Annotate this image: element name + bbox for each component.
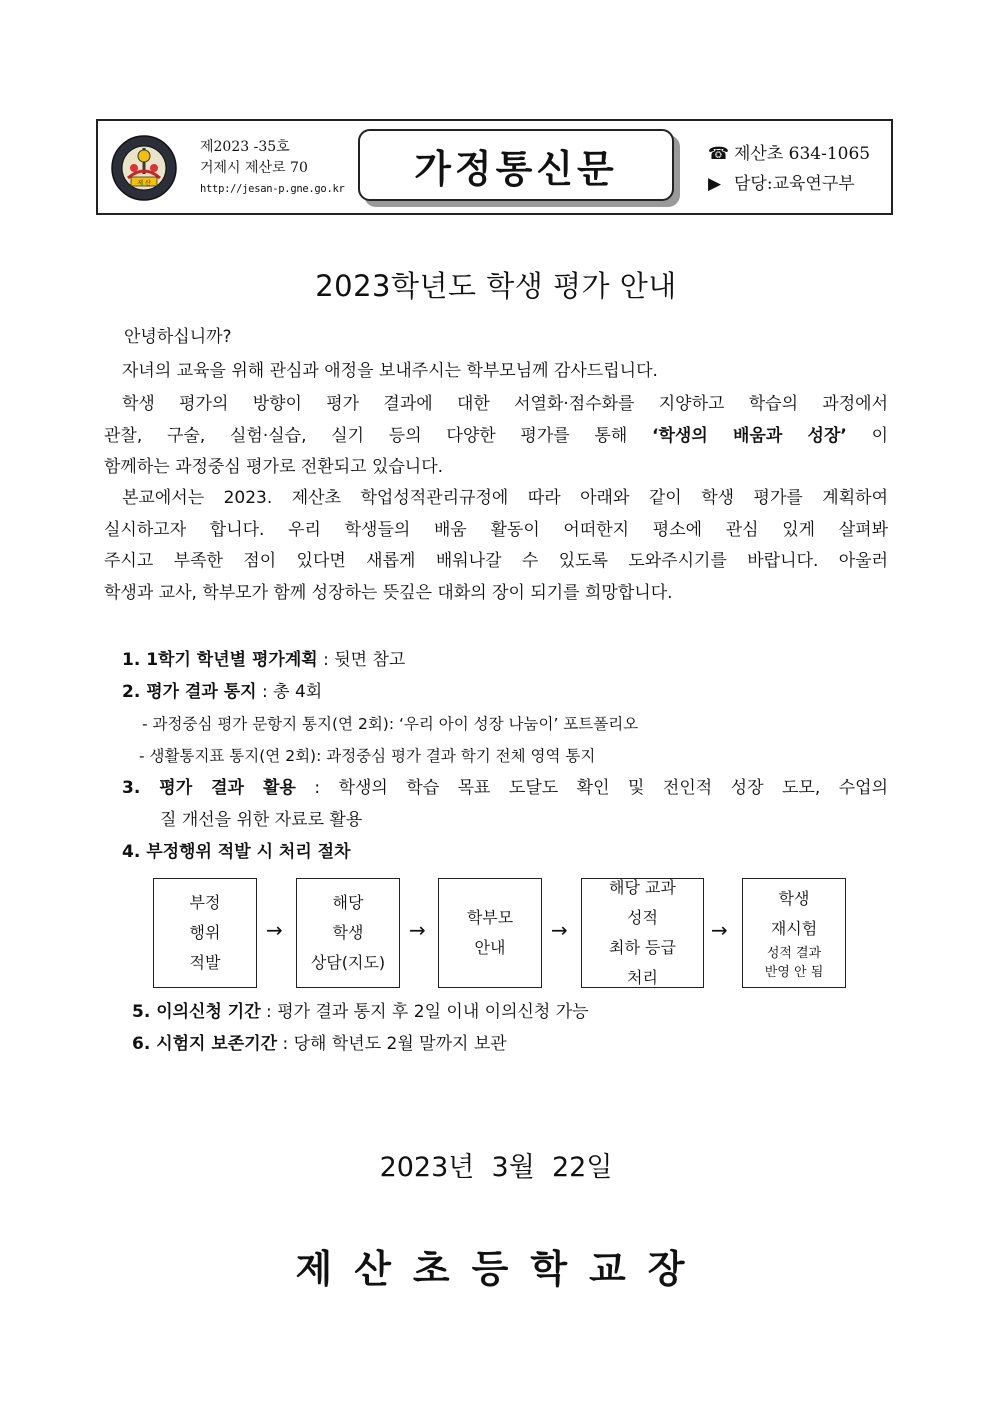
item-2-text: : 총 4회 bbox=[256, 682, 323, 702]
flow-arrow-icon: → bbox=[551, 918, 568, 942]
paragraph-1-text: 자녀의 교육을 위해 관심과 애정을 보내주시는 학부모님께 감사드립니다. bbox=[122, 361, 658, 381]
flow-step-5-line: 학생 bbox=[778, 889, 810, 908]
item-5-label: 5. 이의신청 기간 bbox=[132, 1002, 261, 1022]
school-address: 거제시 제산로 70 bbox=[200, 160, 308, 176]
issue-number: 제2023 -35호 bbox=[200, 139, 290, 155]
paragraph-3 bbox=[104, 483, 888, 609]
paragraph-3-line-3: 주시고 부족한 점이 있다면 새롭게 배워나갈 수 있도록 도와주시기를 바랍니다. 아울러 bbox=[104, 551, 888, 571]
paragraph-3-line-1: 본교에서는 2023. 제산초 학업성적관리규정에 따라 아래와 같이 학생 평가를 계획하여 bbox=[122, 488, 888, 508]
paragraph-2 bbox=[104, 389, 888, 484]
flow-step-1-line: 적발 bbox=[189, 953, 221, 972]
item-2-sub-2: - 생활통지표 통지(연 2회): 과정중심 평가 결과 학기 전체 영역 통지 bbox=[139, 747, 596, 765]
flow-step-4 bbox=[581, 878, 704, 988]
paragraph-2-line-1: 학생 평가의 방향이 평가 결과에 대한 서열화·점수화를 지양하고 학습의 과정에서 bbox=[122, 394, 888, 414]
paragraph-1 bbox=[104, 356, 888, 388]
flow-step-4-line: 처리 bbox=[627, 968, 658, 987]
item-list bbox=[122, 644, 888, 868]
flow-step-4-line: 성적 bbox=[627, 908, 658, 927]
paragraph-2-line-2-pre: 관찰, 구술, 실험·실습, 실기 등의 다양한 평가를 통해 bbox=[104, 425, 653, 446]
flow-step-1-line: 부정 bbox=[189, 893, 221, 912]
newsletter-title-frame bbox=[358, 129, 682, 207]
flow-step-2-line: 해당 bbox=[332, 893, 364, 912]
list-item bbox=[132, 1028, 898, 1060]
flow-step-2 bbox=[296, 878, 400, 988]
item-list-continued bbox=[132, 996, 898, 1060]
item-1-text: : 뒷면 참고 bbox=[317, 650, 406, 670]
flow-arrow-icon: → bbox=[711, 918, 728, 942]
flow-step-1-line: 행위 bbox=[189, 923, 221, 942]
item-2-sub-1: - 과정중심 평가 문항지 통지(연 2회): ‘우리 아이 성장 나눔이’ 포트폴리오 bbox=[142, 715, 639, 733]
flow-step-5 bbox=[742, 878, 846, 988]
logo-center-text: 제 산 bbox=[137, 180, 151, 187]
item-1-label: 1. 1학기 학년별 평가계획 bbox=[122, 650, 318, 670]
flow-step-2-line: 학생 bbox=[332, 923, 364, 942]
paragraph-3-line-2: 실시하고자 합니다. 우리 학생들의 배움 활동이 어떠한지 평소에 관심 있게 살펴봐 bbox=[104, 519, 888, 540]
list-item bbox=[122, 644, 888, 676]
item-3-text: : 학생의 학습 목표 도달도 확인 및 전인적 성장 도모, 수업의 bbox=[295, 778, 889, 798]
item-2-label: 2. 평가 결과 통지 bbox=[122, 682, 257, 702]
flow-step-5-note: 반영 안 됨 bbox=[764, 965, 824, 980]
item-6-label: 6. 시험지 보존기간 bbox=[132, 1034, 278, 1054]
document-title: 2023학년도 학생 평가 안내 bbox=[315, 269, 677, 303]
item-3-label: 3. 평가 결과 활용 bbox=[122, 778, 296, 798]
triangle-bullet-icon: ▶ bbox=[708, 174, 722, 194]
flow-step-4-line: 최하 등급 bbox=[609, 938, 676, 957]
list-item bbox=[122, 836, 888, 868]
flow-step-1 bbox=[153, 878, 257, 988]
signer: 제산초등학교장 bbox=[295, 1247, 707, 1291]
flow-step-2-line: 상담(지도) bbox=[310, 953, 386, 972]
item-3-text-continued: 질 개선을 위한 자료로 활용 bbox=[160, 810, 363, 830]
flow-step-3-line: 학부모 bbox=[466, 908, 514, 927]
paragraph-2-line-2 bbox=[104, 421, 888, 453]
issue-date: 2023년 3월 22일 bbox=[379, 1152, 613, 1183]
contact-info bbox=[708, 139, 890, 199]
phone-icon: ☎ bbox=[708, 144, 730, 164]
item-6-text: : 당해 학년도 2월 말까지 보관 bbox=[277, 1034, 507, 1054]
item-5-text: : 평가 결과 통지 후 2일 이내 이의신청 가능 bbox=[260, 1002, 589, 1022]
item-4-label: 4. 부정행위 적발 시 처리 절차 bbox=[122, 842, 351, 862]
paragraph-3-line-4: 학생과 교사, 학부모가 함께 성장하는 뜻깊은 대화의 장이 되기를 희망합니다. bbox=[104, 582, 673, 603]
newsletter-title: 가정통신문 bbox=[414, 146, 618, 191]
department: 담당:교육연구부 bbox=[734, 174, 855, 194]
greeting-paragraph bbox=[104, 322, 888, 354]
school-url[interactable]: http://jesan-p.gne.go.kr bbox=[200, 183, 345, 195]
emphasis-text: ‘학생의 배움과 성장’ bbox=[652, 425, 847, 446]
title-box bbox=[358, 129, 674, 201]
flow-step-5-note: 성적 결과 bbox=[766, 946, 822, 961]
issue-info bbox=[200, 137, 350, 200]
list-item bbox=[122, 772, 888, 804]
flow-arrow-icon: → bbox=[409, 918, 426, 942]
list-item bbox=[122, 676, 888, 708]
paragraph-2-line-3: 함께하는 과정중심 평가로 전환되고 있습니다. bbox=[104, 457, 444, 477]
flow-step-3 bbox=[438, 878, 542, 988]
paragraph-2-line-2-post: 이 bbox=[846, 425, 888, 446]
flow-step-3-line: 안내 bbox=[474, 938, 506, 957]
greeting: 안녕하십니까? bbox=[124, 327, 232, 347]
list-item bbox=[132, 996, 898, 1028]
flow-arrow-icon: → bbox=[266, 918, 283, 942]
flow-step-5-line: 재시험 bbox=[770, 919, 818, 938]
flow-step-4-line: 해당 교과 bbox=[609, 878, 676, 897]
school-logo bbox=[110, 134, 178, 202]
newsletter-header bbox=[96, 119, 893, 215]
phone-number: 제산초 634-1065 bbox=[734, 144, 871, 164]
